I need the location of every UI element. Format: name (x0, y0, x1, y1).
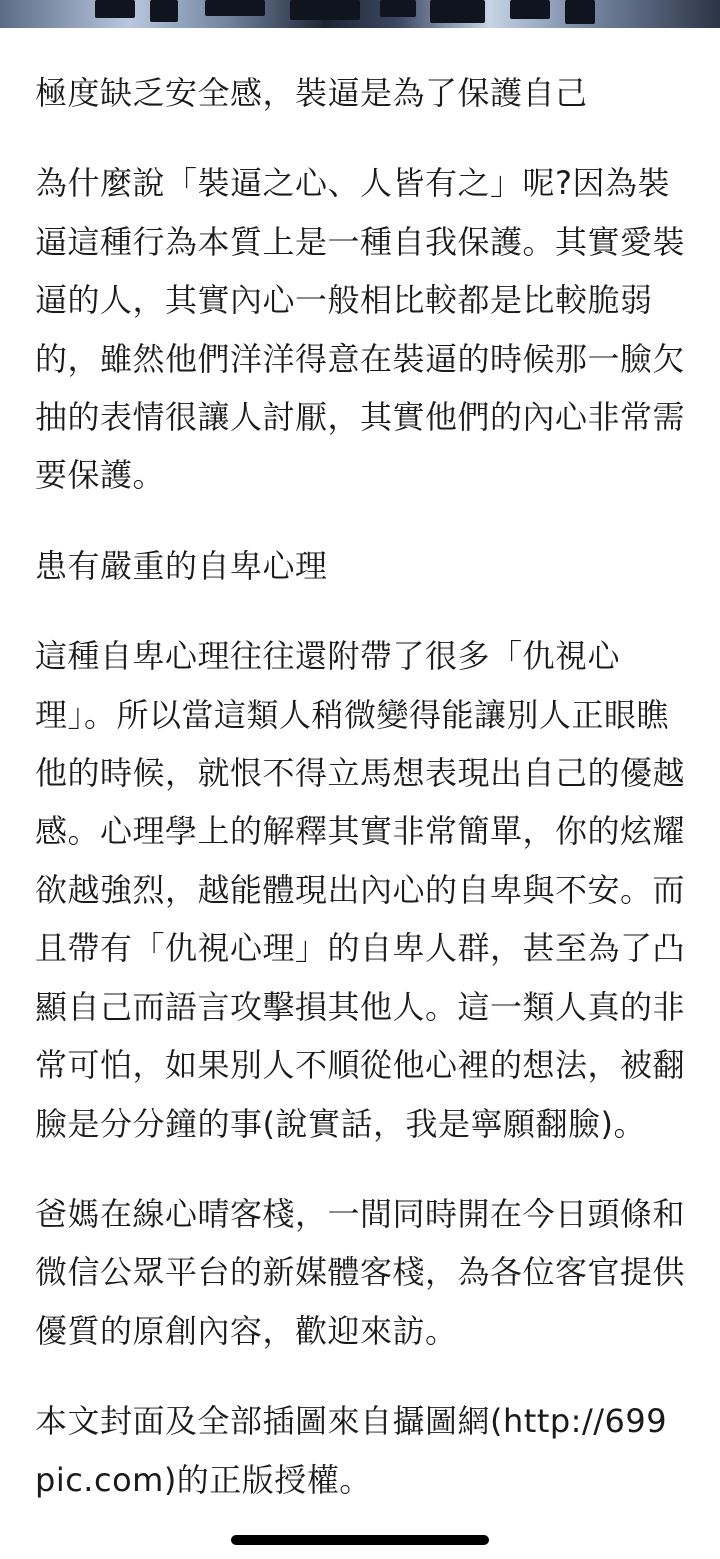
home-indicator[interactable] (231, 1535, 489, 1545)
paragraph: 爸媽在線心晴客棧，一間同時開在今日頭條和微信公眾平台的新媒體客棧，為各位客官提供優質的原創內容，歡迎來訪。 (35, 1194, 686, 1350)
cover-image-strip (0, 0, 720, 28)
paragraph: 為什麼說「裝逼之心、人皆有之」呢?因為裝逼這種行為本質上是一種自我保護。其實愛裝逼的人，其實內心一般相比較都是比較脆弱的，雖然他們洋洋得意在裝逼的時候那一臉欠抽的表情很讓人討厭，其實他們的內心非常需要保護。 (35, 164, 686, 495)
section-heading: 患有嚴重的自卑心理 (35, 546, 328, 585)
article-body (35, 64, 685, 1509)
paragraph: 這種自卑心理往往還附帶了很多「仇視心理」。所以當這類人稍微變得能讓別人正眼瞧他的時候，就恨不得立馬想表現出自己的優越感。心理學上的解釋其實非常簡單，你的炫耀欲越強烈，越能體現出內心的自卑與不安。而且帶有「仇視心理」的自卑人群，甚至為了凸顯自己而語言攻擊損其他人。這一類人真的非常可怕，如果別人不順從他心裡的想法，被翻臉是分分鐘的事(說實話，我是寧願翻臉)。 (35, 637, 686, 1143)
section-heading: 極度缺乏安全感，裝逼是為了保護自己 (35, 74, 588, 112)
copyright-note: 本文封面及全部插圖來自攝圖網(http://699pic.com)的正版授權。 (35, 1402, 668, 1499)
